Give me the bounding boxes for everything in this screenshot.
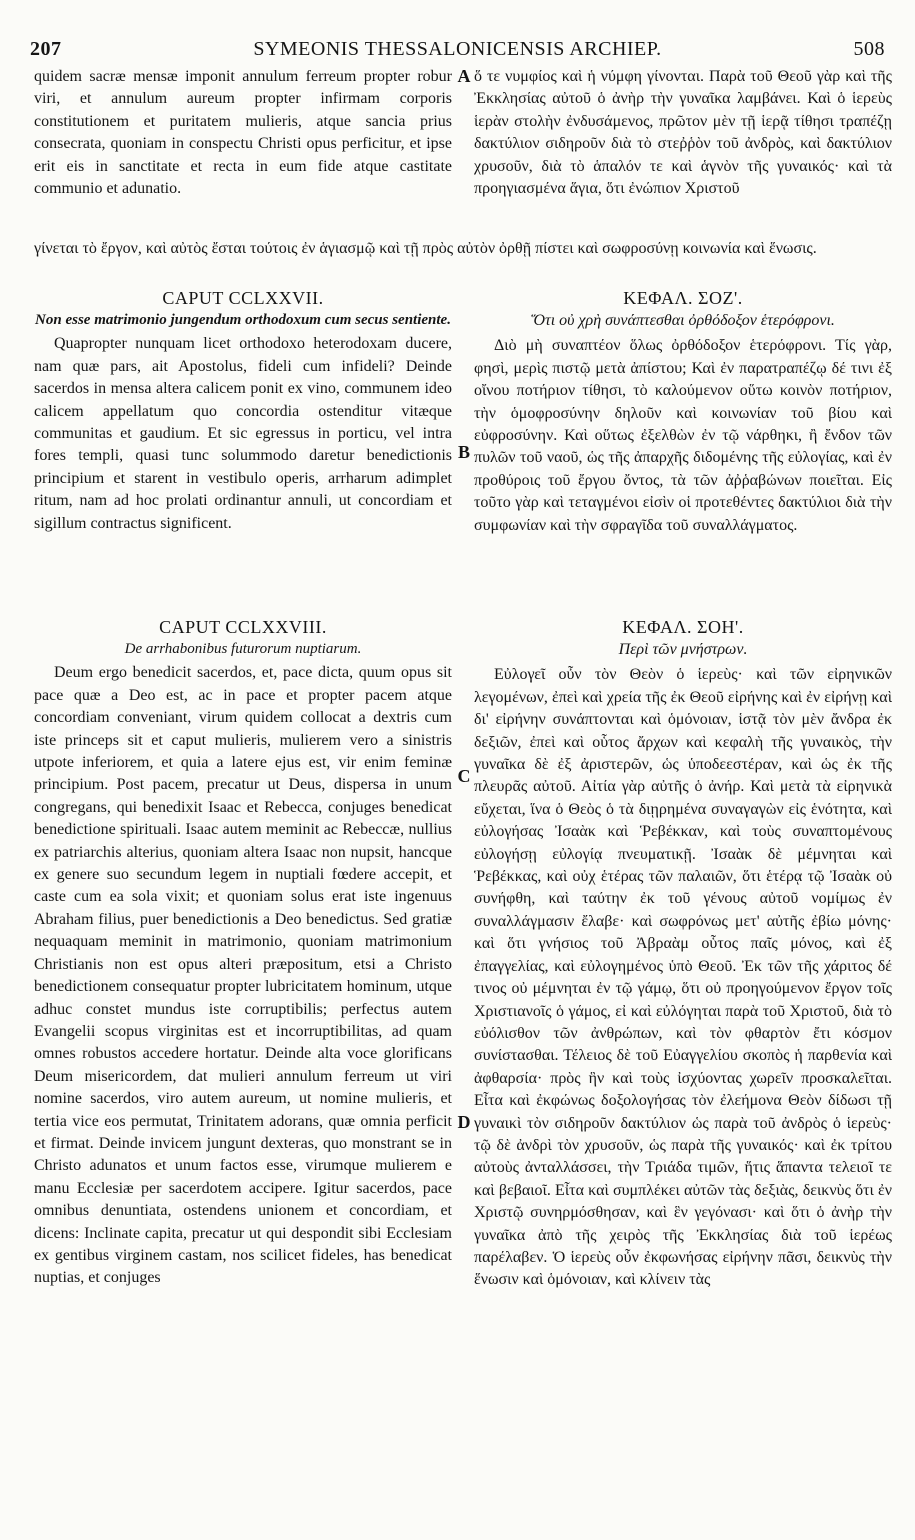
chapter-278-greek-heading: ΚΕΦΑΛ. ΣΟΗ'. (622, 617, 744, 637)
margin-marker-b: B (457, 442, 470, 462)
running-title: SYMEONIS THESSALONICENSIS ARCHIEP. (253, 38, 662, 60)
greek-full-width-line: γίνεται τὸ ἔργον, καὶ αὐτὸς ἔσται τούτοις ἐν ἁγιασμῷ καὶ τῇ πρὸς αὐτὸν ὀρθῇ πίστει καὶ σωφροσύνῃ κοινωνία καὶ ἕνωσις. (34, 240, 817, 257)
chapter-277-latin (34, 287, 452, 535)
latin-column-top (34, 66, 452, 200)
chapter-277-latin-subtitle: Non esse matrimonio jungendum orthodoxum cum secus sentiente. (35, 312, 451, 329)
latin-text-top: quidem sacræ mensæ imponit annulum ferreum propter robur viri, et annulum aureum propter infirmam corporis constitutionem et puritatem mulieris, atque sancia prius consecrata, quoniam in conspectu Christi opus perficitur, et ipse erit eis in sanctitate et recta in eum fide atque castitate communio et adunatio. (34, 68, 452, 198)
margin-marker-a: A (457, 66, 471, 86)
chapter-278-greek-subtitle: Περὶ τῶν μνήστρων. (618, 641, 748, 659)
chapter-277-greek (474, 287, 892, 537)
chapter-278-greek (474, 616, 892, 1292)
chapter-278-latin-subtitle: De arrhabonibus futurorum nuptiarum. (124, 641, 362, 658)
chapter-277-greek-text: Διὸ μὴ συναπτέον ὅλως ὀρθόδοξον ἑτερόφρονι. Τίς γὰρ, φησὶ, μερὶς πιστῷ μετὰ ἀπίστου; Καὶ ἐν παρατραπέζῳ δέ τινι ἐξ οἴνου ποτήριον τίθησι, τὸ καλούμενον οὕτω κοινὸν ποτήριον, τὴν ὁμοφροσύνην δηλοῦν καὶ κοινωνίαν τοῦ βίου καὶ εὐφροσύνην. Καὶ οὕτως ἐξελθὼν ἐν τῷ νάρθηκι, ἢ ἔνδον τῶν πυλῶν τοῦ ναοῦ, ὡς τῆς ἀπαρχῆς διδομένης τῆς εὐλογίας, καὶ ἐν προθύροις τοῦ ἔργου ὄντος, τὰ τῶν ἀῤῥαβώνων ποιεῖται. Εἰς τοῦτο γὰρ καὶ τεταγμένοι εἰσὶν οἱ προτεθέντες δακτύλιοι διὰ τὴν συμφωνίαν καὶ τὴν σφραγῖδα τοῦ συναλλάγματος. (474, 337, 892, 534)
margin-marker-d: D (457, 1112, 471, 1132)
chapter-277-greek-subtitle: Ὅτι οὐ χρὴ συνάπτεσθαι ὀρθόδοξον ἑτερόφρονι. (531, 312, 835, 330)
margin-marker-c: C (457, 766, 471, 786)
greek-text-top: ὅ τε νυμφίος καὶ ἡ νύμφη γίνονται. Παρὰ τοῦ Θεοῦ γὰρ καὶ τῆς Ἐκκλησίας αὐτοῦ ὁ ἀνὴρ τὴν γυναῖκα λαμβάνει. Καὶ ὁ ἱερεὺς ἱερὰν στολὴν ἐνδυσάμενος, πρῶτον μὲν τῇ ἱερᾷ τίθησι τραπέζῃ δακτύλιον σιδηροῦν διὰ τὸ στεῤῥὸν τοῦ ἀνδρὸς, καὶ δακτύλιον χρυσοῦν, διὰ τὸ ἁπαλόν τε καὶ ἁγνὸν τῆς γυναικός· καὶ τὰ προηγιασμένα ἅγια, ὅτι ἐνώπιον Χριστοῦ (474, 68, 892, 198)
left-page-number: 207 (30, 38, 62, 60)
right-page-number: 508 (853, 38, 885, 60)
chapter-278-greek-text: Εὐλογεῖ οὖν τὸν Θεὸν ὁ ἱερεὺς· καὶ τῶν εἰρηνικῶν λεγομένων, ἐπεὶ καὶ χρεία τῆς ἐκ Θεοῦ εἰρήνης καὶ ἐν εἰρήνῃ καὶ δι' εἰρήνην συνάπτονται καὶ ὁμόνοιαν, ἱστᾷ τὸν μὲν ἄνδρα ἐκ δεξιῶν, ἐπεὶ καὶ οὗτος ἄρχων καὶ κεφαλὴ τῆς γυναικὸς, τὴν γυναῖκα δὲ ἐξ ἀριστερῶν, ὡς ὑποδεεστέραν, καὶ ὡς ἐκ τῆς πλευρᾶς αὐτοῦ. Αἰτία γὰρ αὐτῆς ὁ ἀνήρ. Καὶ μετὰ τὰ εἰρηνικὰ εὔχεται, ἵνα ὁ Θεὸς ὁ τὰ διῃρημένα συναγαγὼν εἰς ἑνότητα, καὶ εὐλογήσας Ἰσαὰκ καὶ Ῥεβέκκαν, καὶ τοὺς συναπτομένους εὐλογήσῃ εὐλογίᾳ πνευματικῇ. Ἰσαὰκ δὲ μέμνηται καὶ Ῥεβέκκας, καὶ οὐχ ἑτέρας τῶν παλαιῶν, ὅτι ἑτέρᾳ τῷ Ἰσαὰκ οὐ συνήφθη, καὶ ταύτην ἐκ τοῦ γένους αὐτοῦ νομίμως ἐν συναλλάγμασιν ἔλαβε· καὶ σωφρόνως μετ' αὐτῆς ἐβίω μόνης· καὶ ὅτι γνήσιος τοῦ Ἀβραὰμ οὗτος παῖς μόνος, καὶ ἐξ ἐπαγγελίας, καὶ εὐλογημένος ὑπὸ Θεοῦ. Ἐκ τῶν τῆς χάριτος δέ τινος οὐ μέμνηται ἐν τῷ γάμῳ, ὅτι οὐ προηγούμενον ἔργον τοῖς Χριστιανοῖς ὁ γάμος, εἰ καὶ εὐλόγηται παρὰ τοῦ Χριστοῦ, διὰ τὸ εὐόλισθον τῶν ἀνθρώπων, καὶ τὸν φθαρτὸν ἔτι κόσμον συνίστασθαι. Τέλειος δὲ τοῦ Εὐαγγελίου σκοπὸς ἡ παρθενία καὶ ἀφθαρσία· πρὸς ἣν καὶ τοὺς ἰσχύοντας χωρεῖν προσκαλεῖται. Εἶτα καὶ ἐκφώνως δοξολογήσας τὸν ἐλεήμονα Θεὸν δίδωσι τῇ γυναικὶ τὸν σιδηροῦν δακτύλιον ὡς παρὰ τοῦ ἀνδρὸς ὁ ἱερεὺς· τῷ δὲ ἀνδρὶ τὸν χρυσοῦν, ὡς παρὰ τῆς γυναικός· καὶ ἐκ τρίτου αὐτοὺς ἀνταλλάσσει, τὴν Τριάδα τιμῶν, ἥτις ἅπαντα τελειοῖ τε καὶ βεβαιοῖ. Εἶτα καὶ συμπλέκει αὐτῶν τὰς δεξιὰς, δεικνὺς ὅτι ἐν Χριστῷ συνηρμόσθησαν, καὶ ἓν γεγόνασι· καὶ ὅτι ὁ ἀνὴρ τὴν γυναῖκα ἀπὸ τῆς χειρὸς τῆς Ἐκκλησίας διὰ τοῦ ἱερέως παρέλαβεν. Ὁ ἱερεὺς οὖν ἐκφωνήσας εἰρήνην πᾶσι, δεικνὺς τὴν ἕνωσιν καὶ ὁμόνοιαν, καὶ κλίνειν τὰς (474, 666, 892, 1289)
chapter-277-latin-text: Quapropter nunquam licet orthodoxo heterodoxam ducere, nam quæ pars, ait Apostolus, fideli cum infideli? Deinde sacerdos in mensa altera calicem ponit ex vino, communem ideo calicem appellatum quo concordia ostenditur vitæque communitas et gaudium. Et sic egressus in porticu, vel intra fores templi, quasi tunc solummodo daretur benedictionis principium et starent in vestibulo operis, arrharum adimplet ritum, nam ad hoc prolati ordinantur annuli, ut concordiam et sigillum contractus significent. (34, 335, 452, 532)
running-header (30, 38, 885, 64)
chapter-277-latin-heading: CAPUT CCLXXVII. (162, 288, 324, 308)
chapter-278-latin-heading: CAPUT CCLXXVIII. (159, 617, 327, 637)
chapter-277-greek-heading: ΚΕΦΑΛ. ΣΟΖ'. (623, 288, 743, 308)
chapter-278-latin (34, 616, 452, 1290)
chapter-278-latin-text: Deum ergo benedicit sacerdos, et, pace dicta, quum opus sit pace quæ a Deo est, ac in pace et propter pacem atque concordiam conveniant, virum quidem collocat a dextris cum iste princeps sit et caput mulieris, mulierem vero a sinistris utpote inferiorem, et quia a latere ejus est, vir enim feminæ principium. Post pacem, precatur ut Deus, dispersa in unum congregans, qui benedixit Isaac et Rebecca, conjuges benedicat benedictione spirituali. Isaac autem meminit ac Rebeccæ, nullius ex patriarchis alterius, quoniam altera Isaac non nupsit, hancque ex genere suo secundum legem in nuptiali fœdere accepit, et caste cum ea sola vixit; et quoniam solus erat iste ingenuus Abraham filius, puer benedictionis a Deo benedictus. Sed gratiæ nequaquam meminit in matrimonio, quoniam matrimonium Christianis non est opus alteri præpositum, etsi a Christo benedictionem consequatur propter lubricitatem hominum, utque adhuc constet mundus iste corruptibilis; perfectus autem Evangelii scopus virginitas est et incorruptibilitas, ad quam omnes robustos accedere hortatur. Deinde alta voce glorificans Deum misericordem, dat mulieri annulum ferreum ut viri nomine sacerdos, viro autem aureum, ut nomine mulieris, et tertia vice eos permutat, Trinitatem adorans, quæ omnia perficit et firmat. Deinde invicem jungunt dexteras, quo monstrant se in Christo adunatos et unum factos esse, virumque mulierem e manu Ecclesiæ per sacerdotem accipere. Igitur sacerdos, pace omnibus denuntiata, ostendens unionem et concordiam, et dicens: Inclinate capita, precatur ut qui despondit sibi Ecclesiam ex gentibus virginem castam, nos scilicet fideles, has benedicat nuptias, et conjuges (34, 664, 452, 1287)
greek-column-top (474, 66, 892, 200)
